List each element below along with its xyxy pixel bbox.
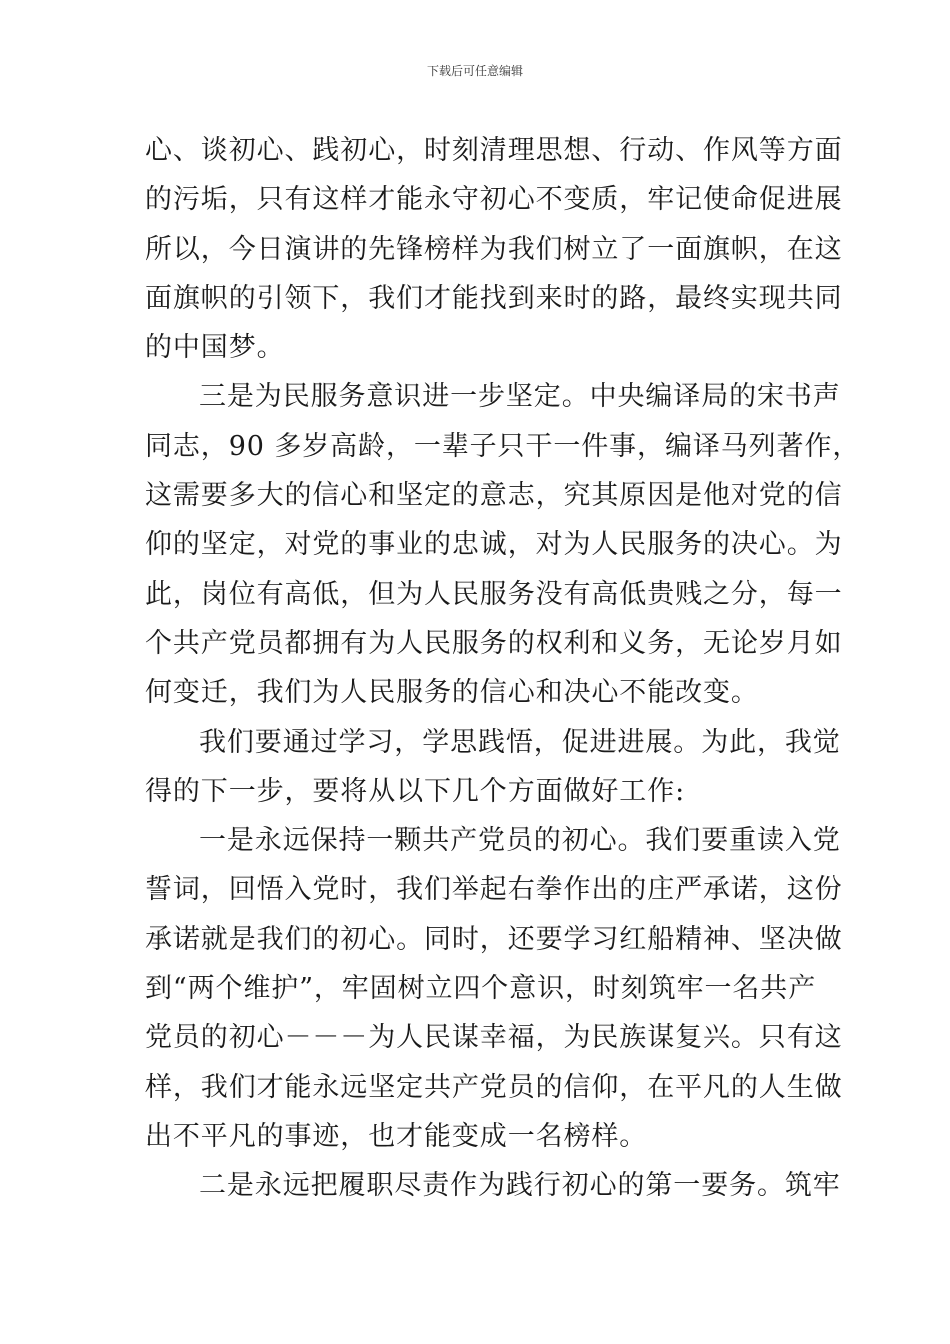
text-line: 同志，90 多岁高龄，一辈子只干一件事，编译马列著作， [145,430,861,462]
text-line: 何变迁，我们为人民服务的信心和决心不能改变。 [145,677,759,709]
document-body [145,126,861,1211]
text-line: 个共产党员都拥有为人民服务的权利和义务，无论岁月如 [145,627,843,659]
page-header: 下载后可任意编辑 [426,64,523,78]
text-line: 到“两个维护”，牢固树立四个意识，时刻筑牢一名共产 [145,973,817,1005]
text-line: 承诺就是我们的初心。同时，还要学习红船精神、坚决做 [145,923,843,955]
text-line: 党员的初心－－－为人民谋幸福，为民族谋复兴。只有这 [145,1022,843,1054]
text-line: 誓词，回悟入党时，我们举起右拳作出的庄严承诺，这份 [145,874,843,906]
text-line: 样，我们才能永远坚定共产党员的信仰，在平凡的人生做 [145,1071,843,1103]
text-line: 得的下一步，要将从以下几个方面做好工作: [145,775,686,807]
text-line: 此，岗位有高低，但为人民服务没有高低贵贱之分，每一 [145,578,843,610]
text-line: 这需要多大的信心和坚定的意志，究其原因是他对党的信 [145,480,843,512]
text-line: 出不平凡的事迹，也才能变成一名榜样。 [145,1120,648,1152]
text-line: 心、谈初心、践初心，时刻清理思想、行动、作风等方面 [145,135,843,166]
text-line: 的中国梦。 [145,332,285,364]
text-line: 一是永远保持一颗共产党员的初心。我们要重读入党 [199,825,841,857]
text-line: 三是为民服务意识进一步坚定。中央编译局的宋书声 [199,381,841,413]
text-line: 二是永远把履职尽责作为践行初心的第一要务。筑牢 [199,1170,841,1202]
text-line: 面旗帜的引领下，我们才能找到来时的路，最终实现共同 [145,282,843,314]
text-line: 的污垢，只有这样才能永守初心不变质，牢记使命促进展 [145,184,843,216]
text-line: 仰的坚定，对党的事业的忠诚，对为人民服务的决心。为 [145,529,843,561]
text-line: 我们要通过学习，学思践悟，促进进展。为此，我觉 [199,726,841,758]
text-line: 所以，今日演讲的先锋榜样为我们树立了一面旗帜，在这 [145,233,843,265]
